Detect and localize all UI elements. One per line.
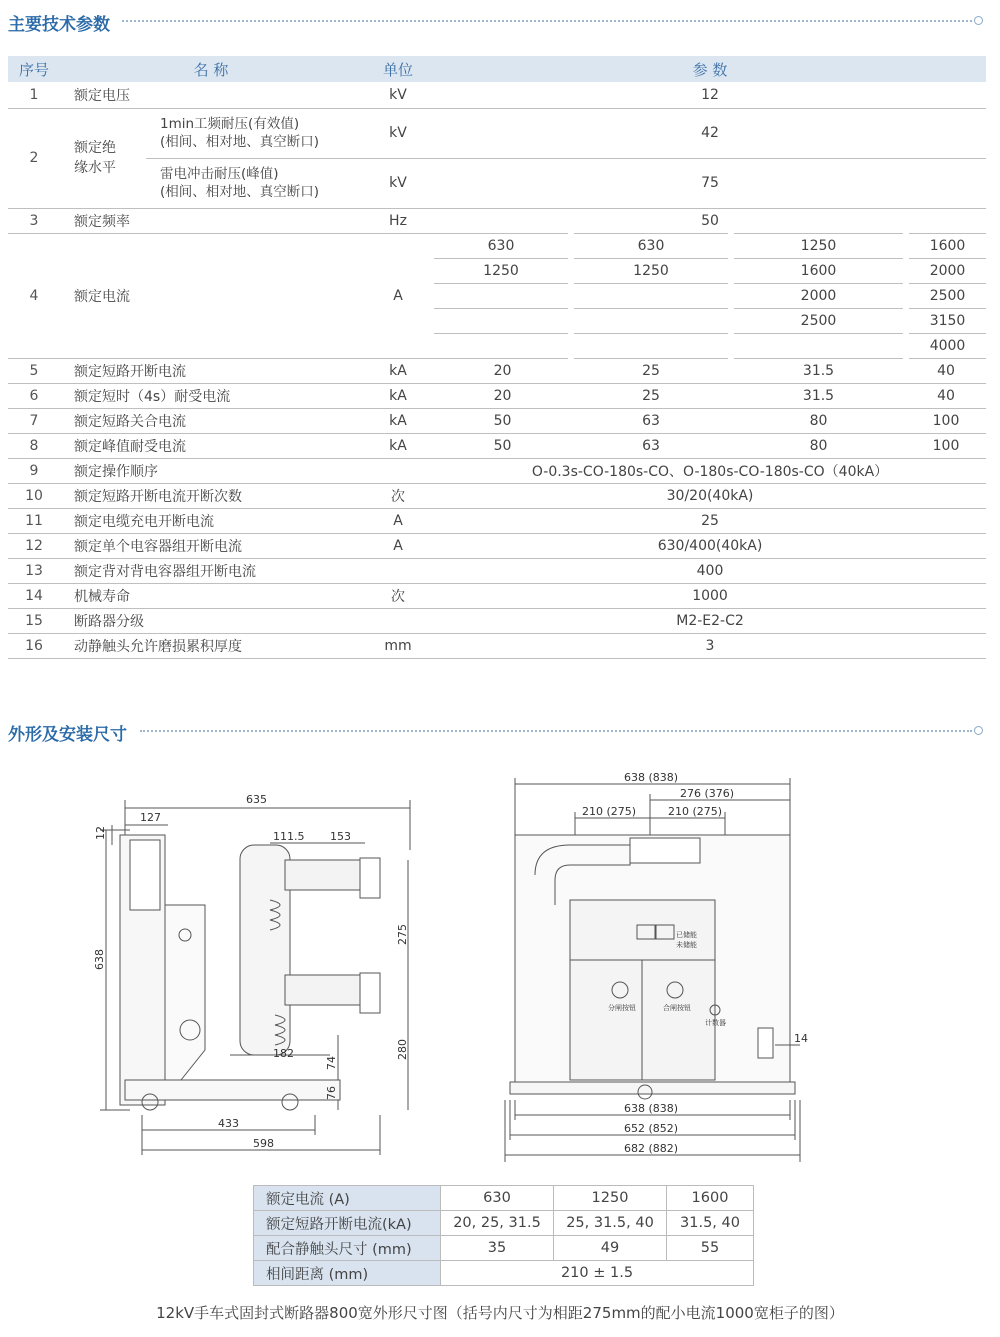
row-no: 12: [8, 533, 60, 558]
front-view-drawing: [500, 770, 820, 1165]
dim-182: 182: [273, 1047, 294, 1060]
size-cell: 35: [441, 1236, 554, 1261]
table-row: [254, 1186, 754, 1211]
row-name: 断路器分级: [60, 608, 362, 633]
table-row: [8, 633, 986, 658]
row-unit: kA: [362, 383, 434, 408]
table-row: [8, 358, 986, 383]
row-value: M2-E2-C2: [434, 608, 986, 633]
row-no: 16: [8, 633, 60, 658]
label-open-button: 分闸按钮: [608, 1004, 636, 1012]
row-value: 20: [434, 383, 571, 408]
dim-14: 14: [794, 1032, 808, 1045]
dim-127: 127: [140, 811, 161, 824]
dim-433: 433: [218, 1117, 239, 1130]
row-value: 1000: [434, 583, 986, 608]
title-divider: [140, 730, 972, 732]
row-unit: kV: [362, 158, 434, 208]
row-value: 630/400(40kA): [434, 533, 986, 558]
spec-header-row: [8, 56, 986, 82]
row-no: 14: [8, 583, 60, 608]
row-name: 额定短路开断电流: [60, 358, 362, 383]
current-cell: [731, 333, 906, 358]
dim-210-275-right: 210 (275): [668, 805, 723, 818]
row-value: 80: [731, 408, 906, 433]
row-unit: A: [362, 533, 434, 558]
dim-598: 598: [253, 1137, 274, 1150]
row-name: 额定短路开断电流开断次数: [60, 483, 362, 508]
row-name: 额定电压: [60, 82, 362, 108]
current-cell: [434, 333, 571, 358]
row-name: 额定电缆充电开断电流: [60, 508, 362, 533]
table-row: [8, 583, 986, 608]
row-unit: kA: [362, 408, 434, 433]
row-no: 3: [8, 208, 60, 233]
figure-caption: 12kV手车式固封式断路器800宽外形尺寸图（括号内尺寸为相距275mm的配小电流1000宽柜子的图）: [156, 1304, 844, 1322]
dim-210-275-left: 210 (275): [582, 805, 637, 818]
size-header: 额定短路开断电流(kA): [254, 1211, 441, 1236]
size-cell: 49: [554, 1236, 667, 1261]
table-row: [8, 383, 986, 408]
table-row: [8, 508, 986, 533]
row-no: 13: [8, 558, 60, 583]
row-unit: [362, 608, 434, 633]
table-row: [8, 208, 986, 233]
row-no: 6: [8, 383, 60, 408]
row-unit: kV: [362, 108, 434, 158]
size-cell: 1600: [667, 1186, 754, 1211]
table-row: [8, 608, 986, 633]
dim-275: 275: [396, 924, 409, 945]
current-cell: 4000: [906, 333, 986, 358]
row-name: 额定背对背电容器组开断电流: [60, 558, 362, 583]
size-header: 额定电流 (A): [254, 1186, 441, 1211]
current-cell: 1600: [906, 233, 986, 258]
dim-638-838: 638 (838): [624, 771, 679, 784]
row-value: 31.5: [731, 358, 906, 383]
row-value: 50: [434, 208, 986, 233]
table-row: [254, 1261, 754, 1286]
label-stored: 已储能: [676, 931, 697, 939]
current-cell: 2000: [731, 283, 906, 308]
row-unit: [362, 558, 434, 583]
row-value: 25: [571, 383, 731, 408]
section-title-specs: 主要技术参数: [8, 15, 110, 35]
row-unit: 次: [362, 583, 434, 608]
current-cell: 630: [434, 233, 571, 258]
size-header: 相间距离 (mm): [254, 1261, 441, 1286]
current-cell: [434, 308, 571, 333]
current-cell: 3150: [906, 308, 986, 333]
row-value: 12: [434, 82, 986, 108]
row-value: O-0.3s-CO-180s-CO、O-180s-CO-180s-CO（40kA）: [434, 458, 986, 483]
row-no: 4: [8, 233, 60, 358]
dim-76: 76: [325, 1086, 338, 1100]
dim-74: 74: [325, 1056, 338, 1070]
row-unit: 次: [362, 483, 434, 508]
current-cell: 2500: [906, 283, 986, 308]
divider-end-icon: [974, 16, 983, 25]
row-unit: [362, 458, 434, 483]
row-value: 50: [434, 433, 571, 458]
dim-111: 111.5: [273, 830, 305, 843]
row-unit: Hz: [362, 208, 434, 233]
current-cell: 1250: [434, 258, 571, 283]
dim-276-376: 276 (376): [680, 787, 735, 800]
row-no: 10: [8, 483, 60, 508]
header-no: 序号: [8, 56, 60, 82]
row-value: 63: [571, 433, 731, 458]
row-no: 7: [8, 408, 60, 433]
divider-end-icon: [974, 726, 983, 735]
table-row: [8, 533, 986, 558]
row-name: 额定单个电容器组开断电流: [60, 533, 362, 558]
row-value: 25: [571, 358, 731, 383]
row-value: 31.5: [731, 383, 906, 408]
dim-682-882: 682 (882): [624, 1142, 679, 1155]
row-value: 50: [434, 408, 571, 433]
row-no: 5: [8, 358, 60, 383]
current-cell: 630: [571, 233, 731, 258]
row-value: 25: [434, 508, 986, 533]
title-divider: [122, 20, 972, 22]
row-no: 2: [8, 108, 60, 208]
row-value: 100: [906, 408, 986, 433]
contact-size-table: [253, 1185, 754, 1286]
label-close-button: 合闸按钮: [663, 1004, 691, 1012]
row-name: 动静触头允许磨损累积厚度: [60, 633, 362, 658]
row-no: 9: [8, 458, 60, 483]
row-name: 额定电流: [60, 233, 362, 358]
dim-638: 638: [93, 949, 106, 970]
size-cell: 630: [441, 1186, 554, 1211]
row-subname: 雷电冲击耐压(峰值) (相间、相对地、真空断口): [146, 158, 362, 208]
dim-280: 280: [396, 1039, 409, 1060]
size-cell: 55: [667, 1236, 754, 1261]
current-cell: [571, 333, 731, 358]
row-unit: kA: [362, 358, 434, 383]
row-name: 机械寿命: [60, 583, 362, 608]
label-unstored: 未储能: [676, 941, 697, 949]
row-value: 30/20(40kA): [434, 483, 986, 508]
table-row: [8, 558, 986, 583]
size-cell: 25, 31.5, 40: [554, 1211, 667, 1236]
row-unit: kA: [362, 433, 434, 458]
row-value: 20: [434, 358, 571, 383]
table-row: [8, 233, 986, 258]
row-name: 额定短时（4s）耐受电流: [60, 383, 362, 408]
header-unit: 单位: [362, 56, 434, 82]
size-cell: 20, 25, 31.5: [441, 1211, 554, 1236]
row-value: 75: [434, 158, 986, 208]
current-cell: 1250: [731, 233, 906, 258]
row-name: 额定频率: [60, 208, 362, 233]
current-cell: [571, 283, 731, 308]
dim-153: 153: [330, 830, 351, 843]
row-value: 100: [906, 433, 986, 458]
row-value: 40: [906, 358, 986, 383]
row-unit: A: [362, 233, 434, 358]
table-row: [8, 458, 986, 483]
table-row: [254, 1236, 754, 1261]
current-cell: 2000: [906, 258, 986, 283]
row-value: 80: [731, 433, 906, 458]
dim-652-852: 652 (852): [624, 1122, 679, 1135]
row-subname: 1min工频耐压(有效值) (相间、相对地、真空断口): [146, 108, 362, 158]
current-cell: [571, 308, 731, 333]
table-row: [8, 433, 986, 458]
table-row: [8, 108, 986, 158]
row-no: 11: [8, 508, 60, 533]
row-value: 63: [571, 408, 731, 433]
current-cell: 2500: [731, 308, 906, 333]
side-view-drawing: [90, 780, 430, 1160]
dim-12: 12: [94, 826, 107, 840]
dim-635: 635: [246, 793, 267, 806]
label-counter: 计数器: [705, 1019, 726, 1027]
header-name: 名 称: [60, 56, 362, 82]
size-cell: 31.5, 40: [667, 1211, 754, 1236]
section-title-dimensions: 外形及安装尺寸: [8, 725, 127, 745]
current-cell: 1600: [731, 258, 906, 283]
row-value: 400: [434, 558, 986, 583]
row-value: 3: [434, 633, 986, 658]
row-unit: mm: [362, 633, 434, 658]
row-unit: A: [362, 508, 434, 533]
row-name: 额定短路关合电流: [60, 408, 362, 433]
size-cell: 210 ± 1.5: [441, 1261, 754, 1286]
table-row: [8, 408, 986, 433]
row-name: 额定操作顺序: [60, 458, 362, 483]
row-unit: kV: [362, 82, 434, 108]
row-no: 15: [8, 608, 60, 633]
row-no: 8: [8, 433, 60, 458]
dim-638-838-bottom: 638 (838): [624, 1102, 679, 1115]
current-cell: [434, 283, 571, 308]
header-params: 参 数: [434, 56, 986, 82]
spec-table: [8, 56, 986, 659]
row-group: 额定绝 缘水平: [60, 108, 146, 208]
table-row: [254, 1211, 754, 1236]
row-no: 1: [8, 82, 60, 108]
size-header: 配合静触头尺寸 (mm): [254, 1236, 441, 1261]
table-row: [8, 483, 986, 508]
size-cell: 1250: [554, 1186, 667, 1211]
current-cell: 1250: [571, 258, 731, 283]
table-row: [8, 158, 986, 208]
row-name: 额定峰值耐受电流: [60, 433, 362, 458]
row-value: 40: [906, 383, 986, 408]
table-row: [8, 82, 986, 108]
row-value: 42: [434, 108, 986, 158]
